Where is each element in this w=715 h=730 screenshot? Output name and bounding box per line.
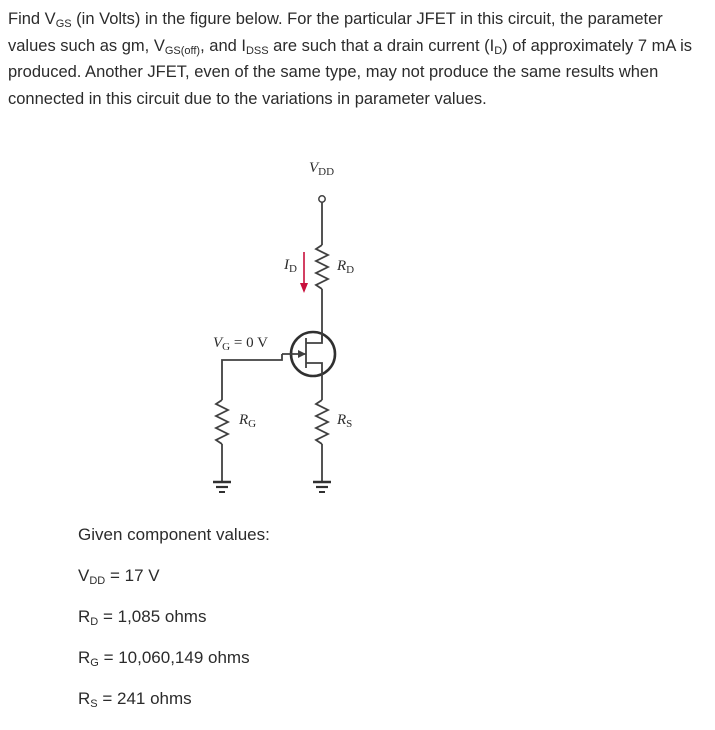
given-rg: $R_G = 10,060,149$ ohms	[78, 648, 250, 669]
given-rs: $R_S = 241$ ohms	[78, 689, 192, 710]
rs-resistor	[316, 400, 328, 444]
ground-symbol	[313, 482, 331, 492]
vdd-label: $V_{DD}$	[309, 160, 335, 178]
rd-resistor	[316, 245, 328, 289]
ground-symbol	[213, 482, 231, 492]
wire-gate	[222, 354, 282, 400]
given-heading: Given component values:	[78, 525, 270, 544]
rd-label: $R_D$	[337, 258, 355, 276]
vg-label: $V_G = 0$ V	[213, 335, 268, 353]
rs-label: $R_S$	[337, 412, 353, 430]
given-rd: $R_D = 1,085$ ohms	[78, 607, 207, 628]
question-text: Find $V_{GS}$ (in Volts) in the figure below. For the particular JFET in this circuit, the parameter values such as gm, $V_{GS(off)}$, and $I_{DSS}$ are such that a drain current $(I_D)$ of approximately 7 mA is produced. Another JFET, even of the same type, may not produce the same results when connected in this circuit due to the variations in parameter values.	[8, 10, 692, 108]
id-arrow-head	[300, 283, 308, 293]
jfet-gate-arrow	[298, 350, 306, 358]
rg-label: $R_G$	[239, 412, 257, 430]
rg-resistor	[216, 400, 228, 444]
given-vdd: $V_{DD} = 17$ V	[78, 566, 160, 587]
vdd-terminal	[319, 196, 325, 202]
id-label: $I_D$	[284, 257, 297, 275]
